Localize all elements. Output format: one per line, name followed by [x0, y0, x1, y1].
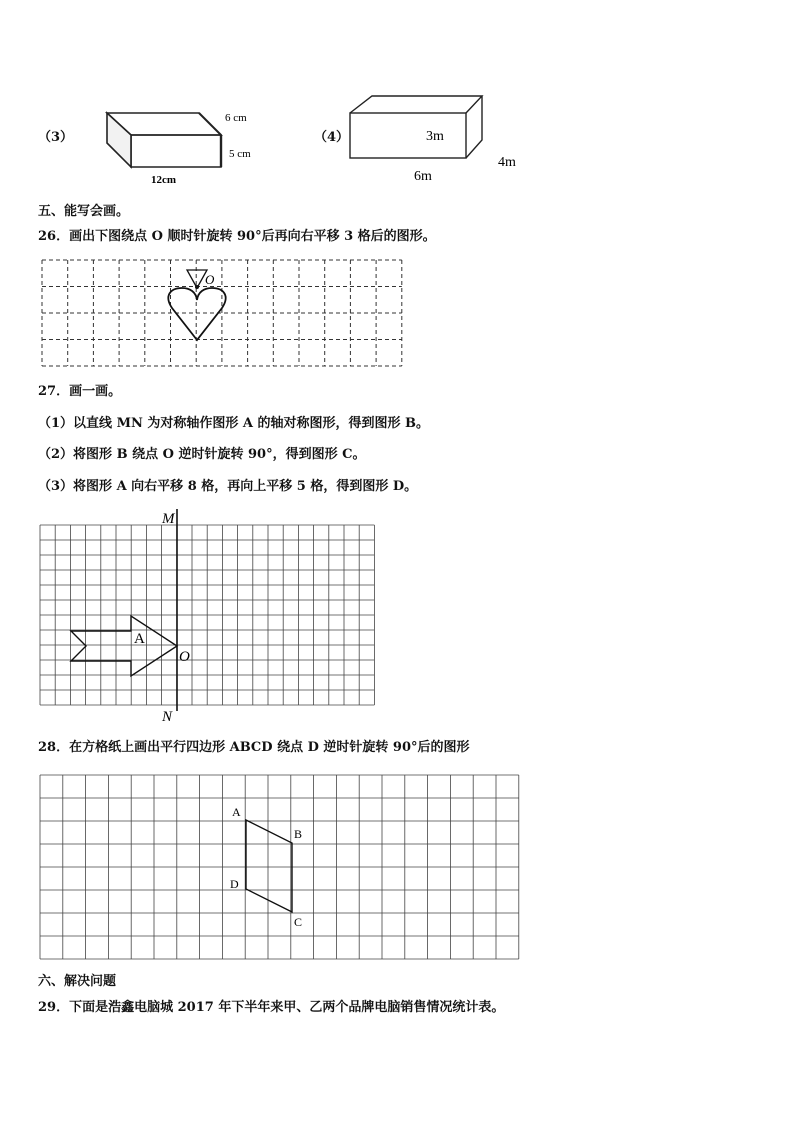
cuboid4-height-label: 3m	[426, 129, 444, 144]
question-26-grid	[40, 258, 406, 372]
cuboid-left-face	[107, 113, 131, 167]
label-n: N	[162, 709, 173, 725]
question-29-text: 29．下面是浩鑫电脑城 2017 年下半年来甲、乙两个品牌电脑销售情况统计表。	[38, 1000, 505, 1015]
figure-4-cuboid	[340, 88, 540, 188]
question-27-sub3: （3）将图形 A 向右平移 8 格，再向上平移 5 格，得到图形 D。	[38, 479, 418, 494]
label-c: C	[294, 915, 303, 929]
question-27-text: 27．画一画。	[38, 384, 122, 399]
cuboid4-width-label: 4m	[498, 155, 516, 170]
question-28-grid	[38, 772, 524, 964]
question-27-sub1: （1）以直线 MN 为对称轴作图形 A 的轴对称图形，得到图形 B。	[38, 416, 430, 431]
label-m: M	[162, 511, 175, 527]
label-a: A	[134, 631, 145, 647]
question-27-grid	[38, 505, 383, 727]
cuboid4-length-label: 6m	[414, 169, 432, 184]
cuboid-length-label: 12cm	[151, 174, 177, 186]
label-d: D	[230, 877, 239, 891]
section-6-title: 六、解决问题	[38, 974, 117, 989]
point-o-label: O	[205, 272, 215, 287]
section-5-title: 五、能写会画。	[38, 204, 130, 219]
question-27-sub2: （2）将图形 B 绕点 O 逆时针旋转 90°，得到图形 C。	[38, 447, 366, 462]
question-26-text: 26．画出下图绕点 O 顺时针旋转 90°后再向右平移 3 格后的图形。	[38, 229, 436, 244]
figure-3-cuboid	[95, 95, 275, 190]
figure-4-number: （4）	[314, 130, 350, 145]
cuboid-front-face	[131, 135, 221, 167]
question-28-text: 28．在方格纸上画出平行四边形 ABCD 绕点 D 逆时针旋转 90°后的图形	[38, 740, 470, 755]
cuboid-width-label: 6 cm	[225, 112, 247, 124]
heart-shape	[168, 288, 225, 340]
shape-a-arrow	[71, 616, 177, 676]
label-b: B	[294, 827, 303, 841]
label-a: A	[232, 805, 241, 819]
label-o: O	[179, 649, 190, 665]
parallelogram-abcd	[246, 820, 292, 912]
figure-3-number: （3）	[38, 130, 74, 145]
cuboid-height-label: 5 cm	[229, 148, 251, 160]
